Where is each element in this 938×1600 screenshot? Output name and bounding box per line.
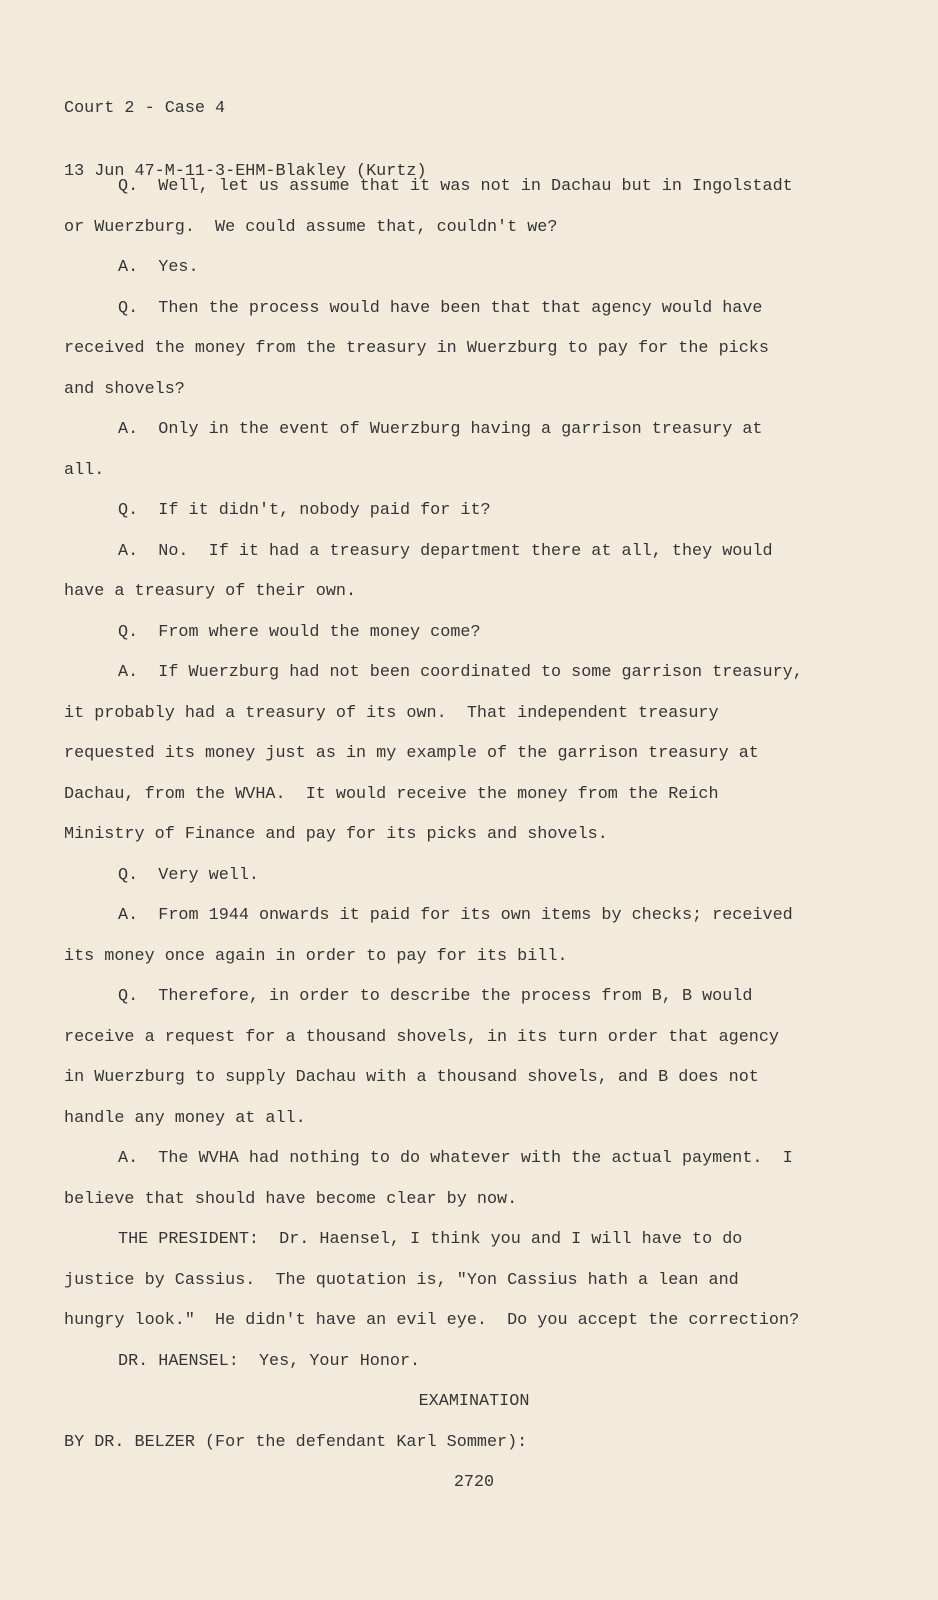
transcript-line: A. Only in the event of Wuerzburg having a garrison treasury at xyxy=(118,420,763,439)
transcript-line: DR. HAENSEL: Yes, Your Honor. xyxy=(118,1351,421,1371)
transcript-line: Q. Very well. xyxy=(118,865,259,885)
transcript-line: A. No. If it had a treasury department there at all, they would xyxy=(118,541,773,561)
transcript-line: in Wuerzburg to supply Dachau with a thousand shovels, and B does not xyxy=(64,1068,759,1087)
transcript-line: receive a request for a thousand shovels, in its turn order that agency xyxy=(64,1027,779,1047)
transcript-line: requested its money just as in my example of the garrison treasury at xyxy=(64,744,759,763)
transcript-line: Q. From where would the money come? xyxy=(118,622,481,642)
transcript-line: Q. Therefore, in order to describe the process from B, B would xyxy=(118,987,753,1006)
transcript-line: and shovels? xyxy=(64,379,185,399)
transcript-line: hungry look." He didn't have an evil eye. Do you accept the correction? xyxy=(64,1311,800,1330)
transcript-line: Dachau, from the WVHA. It would receive the money from the Reich xyxy=(64,784,719,804)
transcript-line: its money once again in order to pay for its bill. xyxy=(64,946,568,966)
transcript-line: A. The WVHA had nothing to do whatever with the actual payment. I xyxy=(118,1149,793,1168)
transcript-body xyxy=(0,167,938,1504)
transcript-line: Q. If it didn't, nobody paid for it? xyxy=(118,501,491,520)
page-number: 2720 xyxy=(453,1473,495,1492)
transcript-line: Ministry of Finance and pay for its picks and shovels. xyxy=(64,825,608,844)
transcript-line: it probably had a treasury of its own. That independent treasury xyxy=(64,703,719,723)
transcript-line: have a treasury of their own. xyxy=(64,582,357,601)
date-reference-line: 13 Jun 47-M-11-3-EHM-Blakley (Kurtz) xyxy=(64,162,427,181)
court-case-line: Court 2 - Case 4 xyxy=(64,99,226,118)
transcript-line: all. xyxy=(64,460,105,480)
transcript-line: A. From 1944 onwards it paid for its own items by checks; received xyxy=(118,906,793,925)
transcript-line: THE PRESIDENT: Dr. Haensel, I think you and I will have to do xyxy=(118,1230,743,1249)
transcript-line: Q. Well, let us assume that it was not in Dachau but in Ingolstadt xyxy=(118,177,793,196)
transcript-line: BY DR. BELZER (For the defendant Karl Sommer): xyxy=(64,1432,528,1452)
transcript-line: handle any money at all. xyxy=(64,1108,306,1128)
transcript-line: A. If Wuerzburg had not been coordinated to some garrison treasury, xyxy=(118,663,803,682)
transcript-line: justice by Cassius. The quotation is, "Yon Cassius hath a lean and xyxy=(64,1270,739,1290)
transcript-line: A. Yes. xyxy=(118,258,199,277)
transcript-line: Q. Then the process would have been that that agency would have xyxy=(118,298,763,318)
transcript-line: believe that should have become clear by now. xyxy=(64,1189,518,1209)
section-heading: EXAMINATION xyxy=(418,1392,530,1411)
transcript-line: or Wuerzburg. We could assume that, couldn't we? xyxy=(64,217,558,237)
transcript-line: received the money from the treasury in Wuerzburg to pay for the picks xyxy=(64,339,769,358)
